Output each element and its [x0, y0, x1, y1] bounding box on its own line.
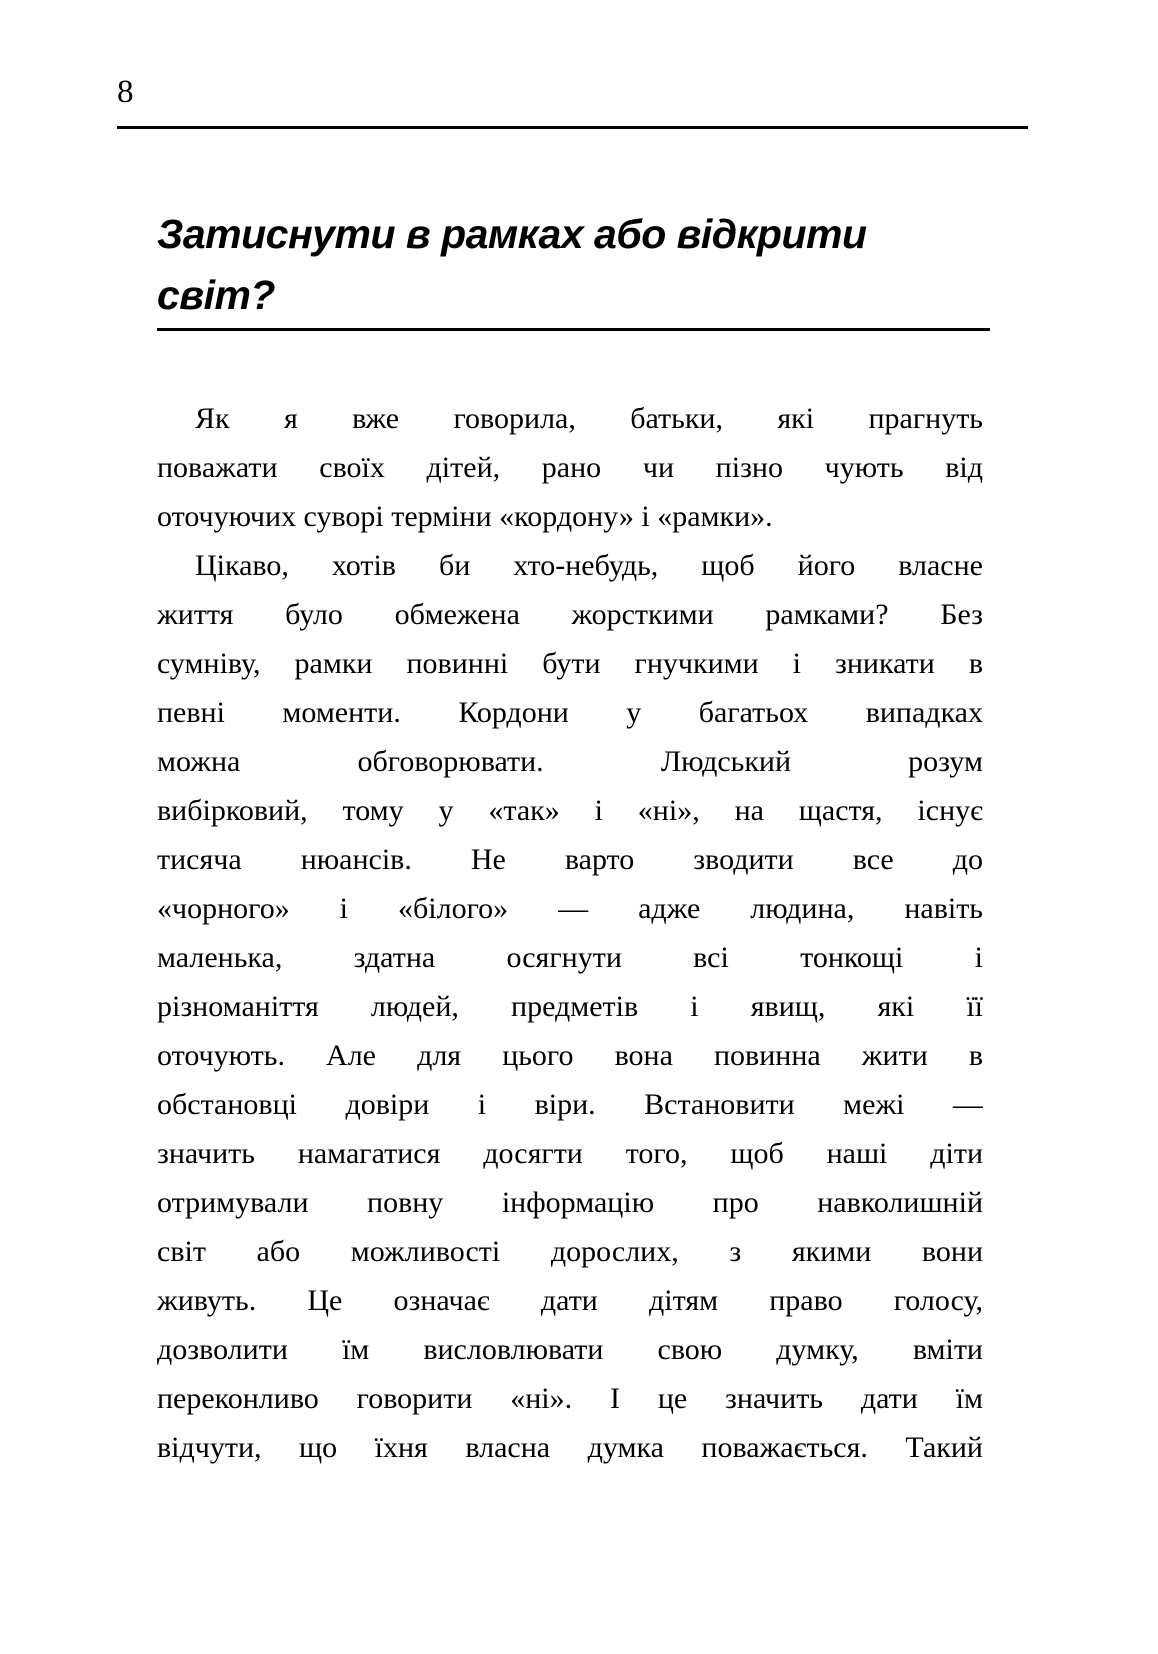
- body-text-line: різноманіття людей, предметів і явищ, які її: [157, 990, 983, 1023]
- header-rule: [117, 126, 1028, 129]
- body-text-line: життя було обмежена жорсткими рамками? Без: [157, 598, 983, 631]
- body-text-block: [157, 394, 983, 1472]
- body-text-line: світ або можливості дорослих, з якими вони: [157, 1235, 983, 1268]
- body-text-line: оточуючих суворі терміни «кордону» і «рамки».: [157, 500, 773, 533]
- body-text-line: оточують. Але для цього вона повинна жити в: [157, 1039, 983, 1072]
- chapter-heading-line: світ?: [157, 272, 275, 318]
- body-text-line: поважати своїх дітей, рано чи пізно чують від: [157, 451, 983, 484]
- body-text-line: маленька, здатна осягнути всі тонкощі і: [157, 941, 983, 974]
- body-text-line: отримували повну інформацію про навколишній: [157, 1186, 983, 1219]
- body-text-line: значить намагатися досягти того, щоб наші діти: [157, 1137, 983, 1170]
- heading-underline-rule: [157, 328, 990, 331]
- body-text-line: обстановці довіри і віри. Встановити межі —: [157, 1088, 983, 1121]
- chapter-heading-line: Затиснути в рамках або відкрити: [157, 211, 867, 257]
- body-text-line: «чорного» і «білого» — адже людина, навіть: [157, 892, 983, 925]
- chapter-heading: [157, 204, 990, 326]
- body-text-line: вибірковий, тому у «так» і «ні», на щастя, існує: [157, 794, 983, 827]
- body-text-line: переконливо говорити «ні». І це значить дати їм: [157, 1382, 983, 1415]
- body-text-line: Як я вже говорила, батьки, які прагнуть: [195, 402, 983, 435]
- body-text-line: сумніву, рамки повинні бути гнучкими і зникати в: [157, 647, 983, 680]
- body-text-line: Цікаво, хотів би хто-небудь, щоб його власне: [195, 549, 983, 582]
- body-text-line: можна обговорювати. Людський розум: [157, 745, 983, 778]
- body-text-line: живуть. Це означає дати дітям право голосу,: [157, 1284, 983, 1317]
- body-text-line: певні моменти. Кордони у багатьох випадках: [157, 696, 983, 729]
- body-text-line: дозволити їм висловлювати свою думку, вміти: [157, 1333, 983, 1366]
- page-number: 8: [117, 74, 134, 110]
- body-text-line: відчути, що їхня власна думка поважається. Такий: [157, 1431, 983, 1464]
- body-text-line: тисяча нюансів. Не варто зводити все до: [157, 843, 983, 876]
